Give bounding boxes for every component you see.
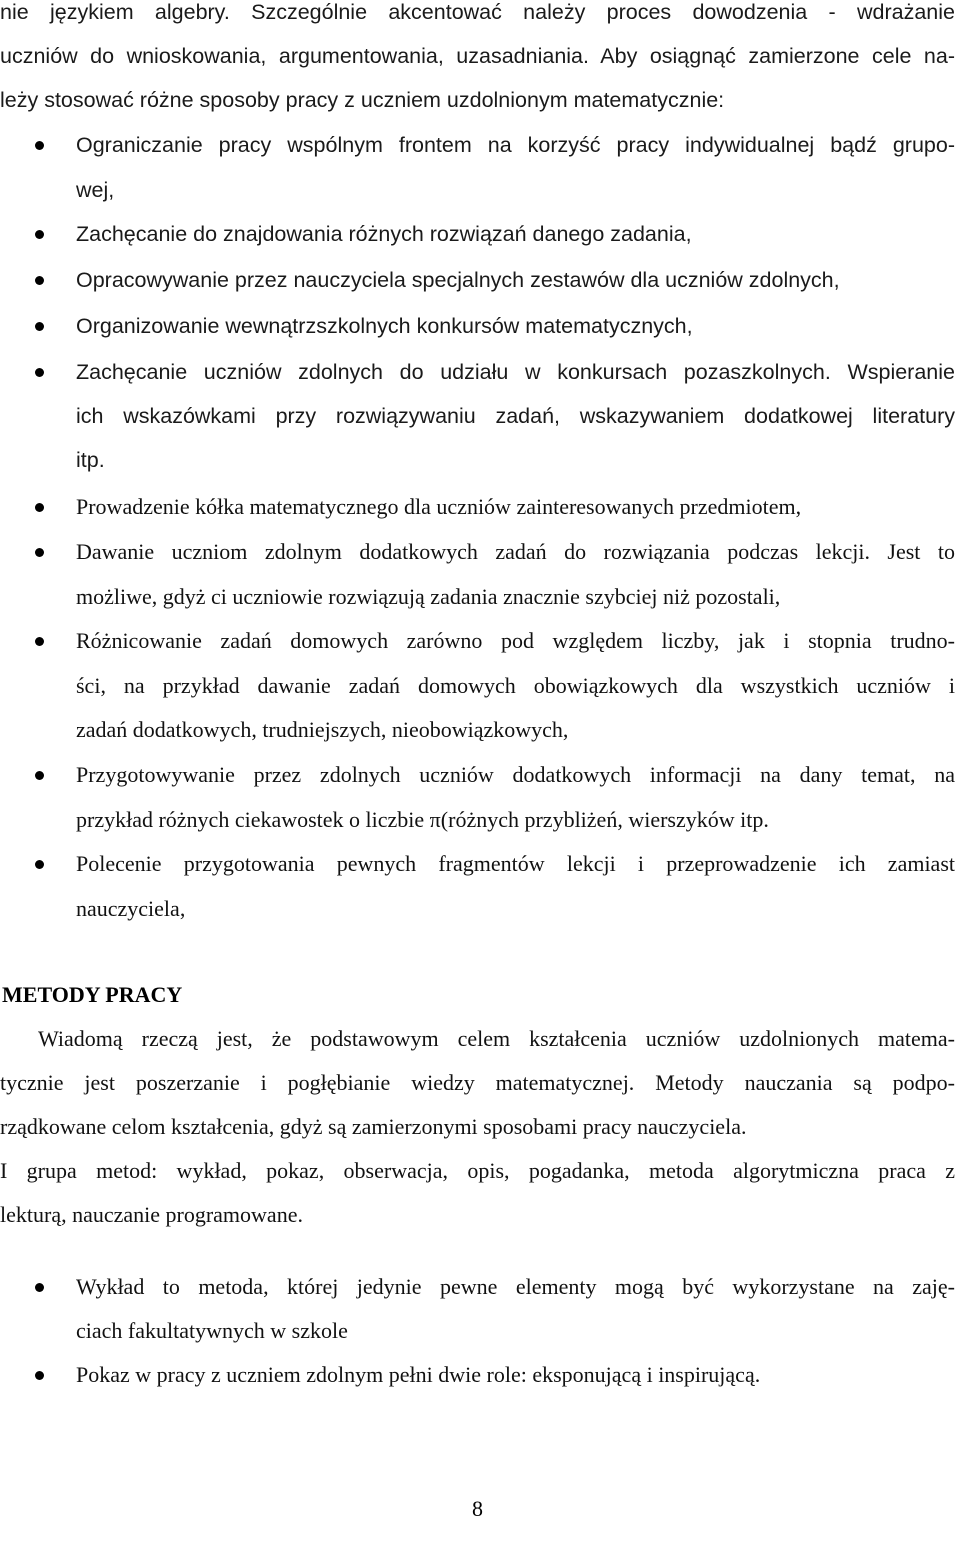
list-item-line: Ograniczanie pracy wspólnym frontem na korzyść pracy indywidualnej bądź grupo- — [76, 133, 955, 157]
list-item-line: możliwe, gdyż ci uczniowie rozwiązują zadania znacznie szybciej niż pozostali, — [76, 584, 781, 609]
list-item-line: przykład różnych ciekawostek o liczbie π(różnych przybliżeń, wierszyków itp. — [76, 807, 769, 832]
list-item-line: Opracowywanie przez nauczyciela specjalnych zestawów dla uczniów zdolnych, — [76, 268, 840, 292]
intro-line-3: leży stosować różne sposoby pracy z uczniem uzdolnionym matematycznie: — [0, 88, 725, 112]
list-item-line: Zachęcanie uczniów zdolnych do udziału w konkursach pozaszkolnych. Wspieranie — [76, 360, 955, 384]
bullet-dot — [35, 322, 44, 331]
paragraph-line: tycznie jest poszerzanie i pogłębianie wiedzy matematycznej. Metody nauczania są podpo- — [0, 1070, 955, 1095]
bullet-dot — [35, 1283, 44, 1292]
list-item-line: Dawanie uczniom zdolnym dodatkowych zadań do rozwiązania podczas lekcji. Jest to — [76, 539, 955, 564]
bullet-dot — [35, 637, 44, 646]
bullet-dot — [35, 548, 44, 557]
bullet-dot — [35, 368, 44, 377]
list-item-line: Organizowanie wewnątrzszkolnych konkursów matematycznych, — [76, 314, 693, 338]
page-number: 8 — [472, 1496, 483, 1521]
list-item-line: nauczyciela, — [76, 896, 186, 921]
section-heading: METODY PRACY — [2, 982, 183, 1007]
paragraph-line: lekturą, nauczanie programowane. — [0, 1202, 303, 1227]
bullet-dot — [35, 1371, 44, 1380]
bullet-dot — [35, 230, 44, 239]
intro-line-2: uczniów do wnioskowania, argumentowania, uzasadniania. Aby osiągnąć zamierzone cele na- — [0, 44, 955, 68]
list-item-line: Pokaz w pracy z uczniem zdolnym pełni dwie role: eksponującą i inspirującą. — [76, 1362, 761, 1387]
intro-line-1: nie językiem algebry. Szczególnie akcentować należy proces dowodzenia - wdrażanie — [0, 0, 955, 24]
list-item-line: Zachęcanie do znajdowania różnych rozwiązań danego zadania, — [76, 222, 692, 246]
list-item-line: Wykład to metoda, której jedynie pewne elementy mogą być wykorzystane na zaję- — [76, 1274, 955, 1299]
list-item-line: Przygotowywanie przez zdolnych uczniów dodatkowych informacji na dany temat, na — [76, 762, 955, 787]
paragraph-line: Wiadomą rzeczą jest, że podstawowym celem kształcenia uczniów uzdolnionych matema- — [38, 1026, 955, 1051]
list-item-line: Polecenie przygotowania pewnych fragmentów lekcji i przeprowadzenie ich zamiast — [76, 851, 955, 876]
list-item-line: ciach fakultatywnych w szkole — [76, 1318, 348, 1343]
bullet-dot — [35, 276, 44, 285]
list-item-line: ści, na przykład dawanie zadań domowych obowiązkowych dla wszystkich uczniów i — [76, 673, 955, 698]
list-item-line: wej, — [76, 178, 115, 202]
list-item-line: Różnicowanie zadań domowych zarówno pod względem liczby, jak i stopnia trudno- — [76, 628, 955, 653]
bullet-dot — [35, 860, 44, 869]
bullet-dot — [35, 503, 44, 512]
paragraph-line: I grupa metod: wykład, pokaz, obserwacja, opis, pogadanka, metoda algorytmiczna praca z — [0, 1158, 955, 1183]
list-item-line: Prowadzenie kółka matematycznego dla uczniów zainteresowanych przedmiotem, — [76, 494, 802, 519]
bullet-dot — [35, 141, 44, 150]
list-item-line: ich wskazówkami przy rozwiązywaniu zadań, wskazywaniem dodatkowej literatury — [76, 404, 955, 428]
list-item-line: itp. — [76, 448, 105, 472]
paragraph-line: rządkowane celom kształcenia, gdyż są zamierzonymi sposobami pracy nauczyciela. — [0, 1114, 747, 1139]
list-item-line: zadań dodatkowych, trudniejszych, nieobowiązkowych, — [76, 717, 569, 742]
bullet-dot — [35, 771, 44, 780]
